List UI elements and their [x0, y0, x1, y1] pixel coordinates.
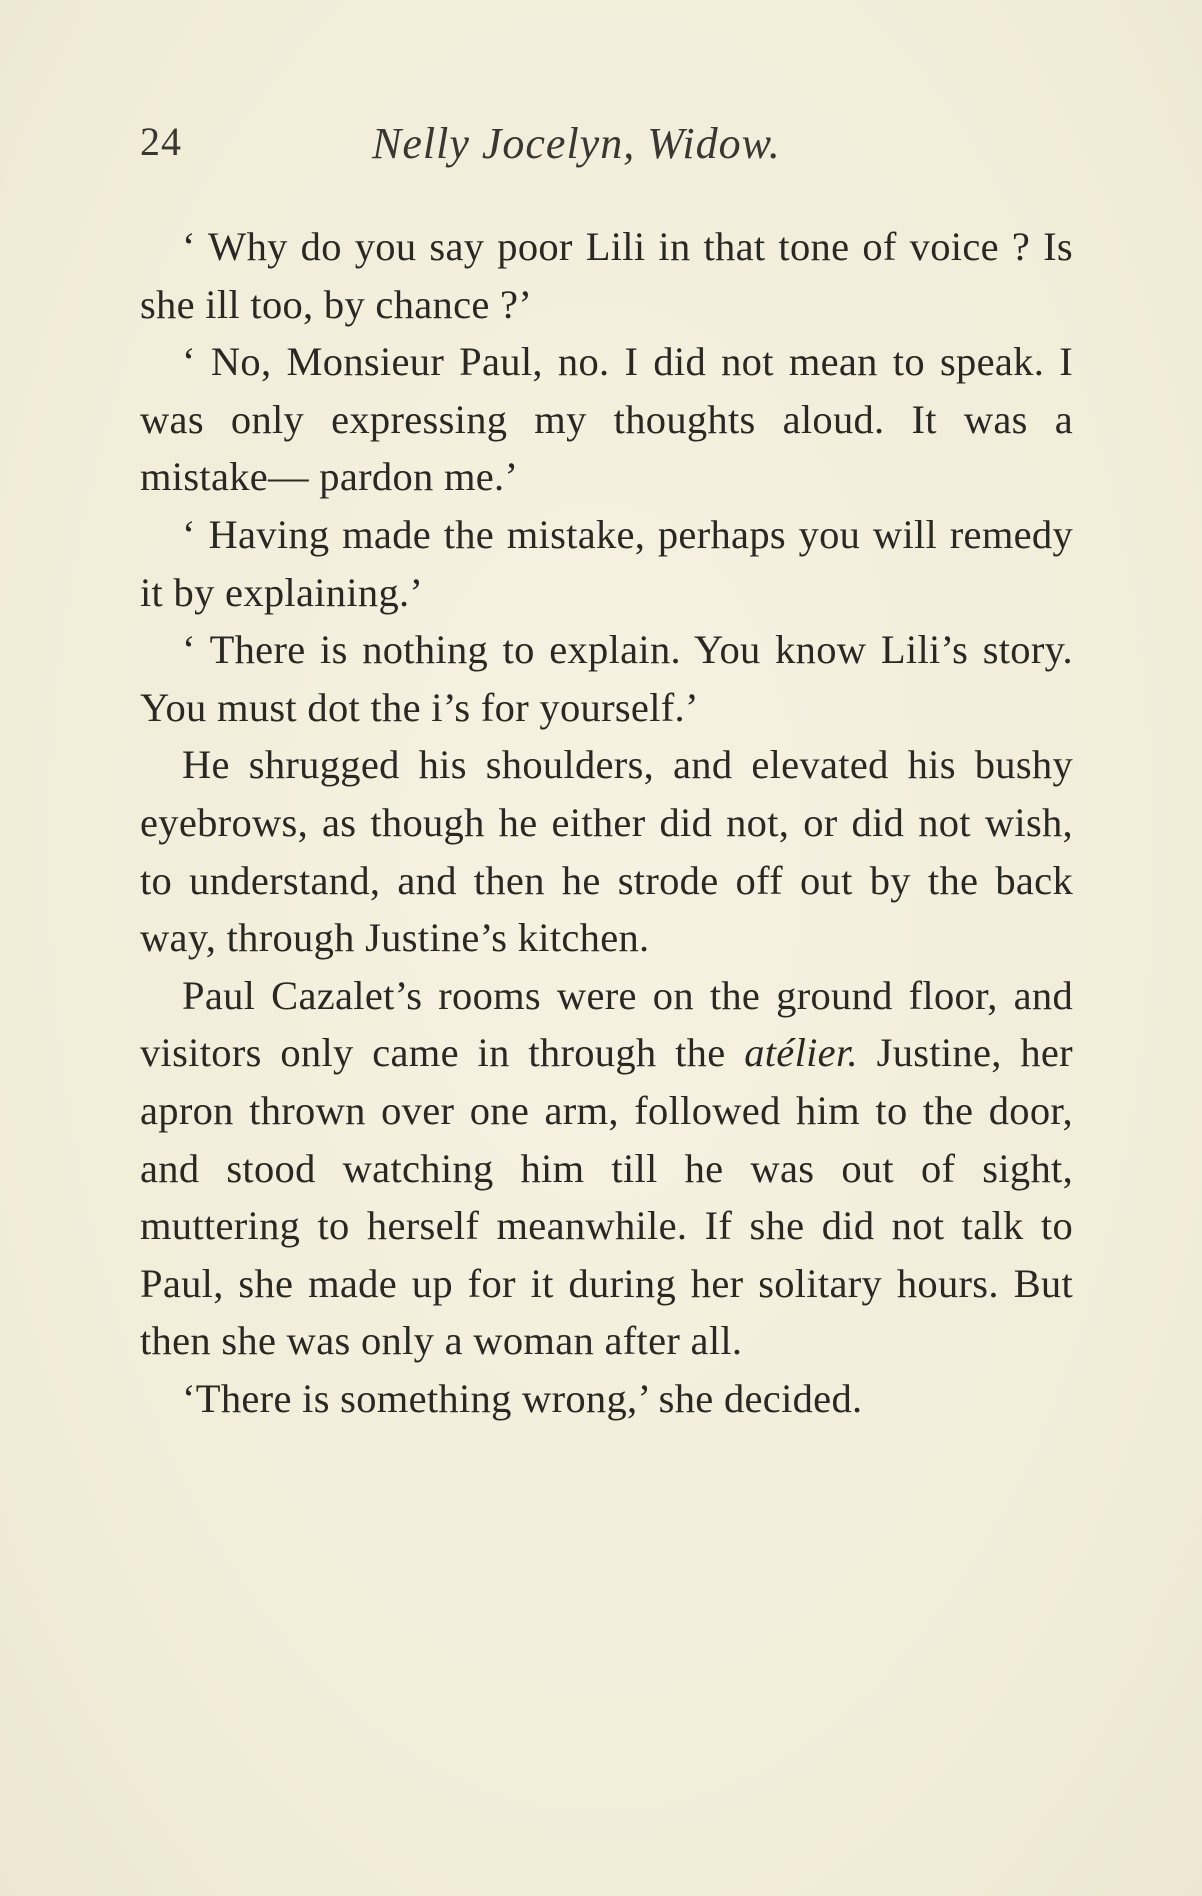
- paragraph-7: ‘There is something wrong,’ she decided.: [182, 1375, 863, 1421]
- paragraph-4: ‘ There is nothing to explain. You know Lili’s story. You must dot the i’s for yourself.’: [140, 627, 1073, 730]
- paragraph-3: ‘ Having made the mistake, perhaps you will remedy it by explaining.’: [140, 511, 1073, 615]
- body-text: [140, 218, 1073, 1427]
- book-title: Nelly Jocelyn, Widow.: [372, 119, 781, 168]
- page-number: 24: [140, 119, 182, 164]
- italic-word-atelier: atélier.: [744, 1030, 858, 1076]
- paragraph-1: ‘ Why do you say poor Lili in that tone of voice ? Is she ill too, by chance ?’: [140, 224, 1073, 327]
- running-head: [140, 118, 1070, 178]
- paragraph-6-end: Justine, her apron thrown over one arm, followed him to the door, and stood watching him till he was out of sight, muttering to herself meanwhile. If she did not talk to Paul, she made up for it during her solitary hours. But then she was only a woman after all.: [140, 1030, 1073, 1364]
- paragraph-6: [140, 967, 1073, 1370]
- paragraph-5: He shrugged his shoulders, and elevated his bushy eyebrows, as though he either did not, or did not wish, to understand, and then he strode off out by the back way, through Justine’s kitchen.: [140, 742, 1073, 961]
- paragraph-6-start: Paul Cazalet’s rooms were on the ground floor, and visitors only came in through the: [140, 972, 1073, 1076]
- paragraph-2: ‘ No, Monsieur Paul, no. I did not mean to speak. I was only expressing my thoughts aloud. It was a mistake— pardon me.’: [140, 339, 1073, 500]
